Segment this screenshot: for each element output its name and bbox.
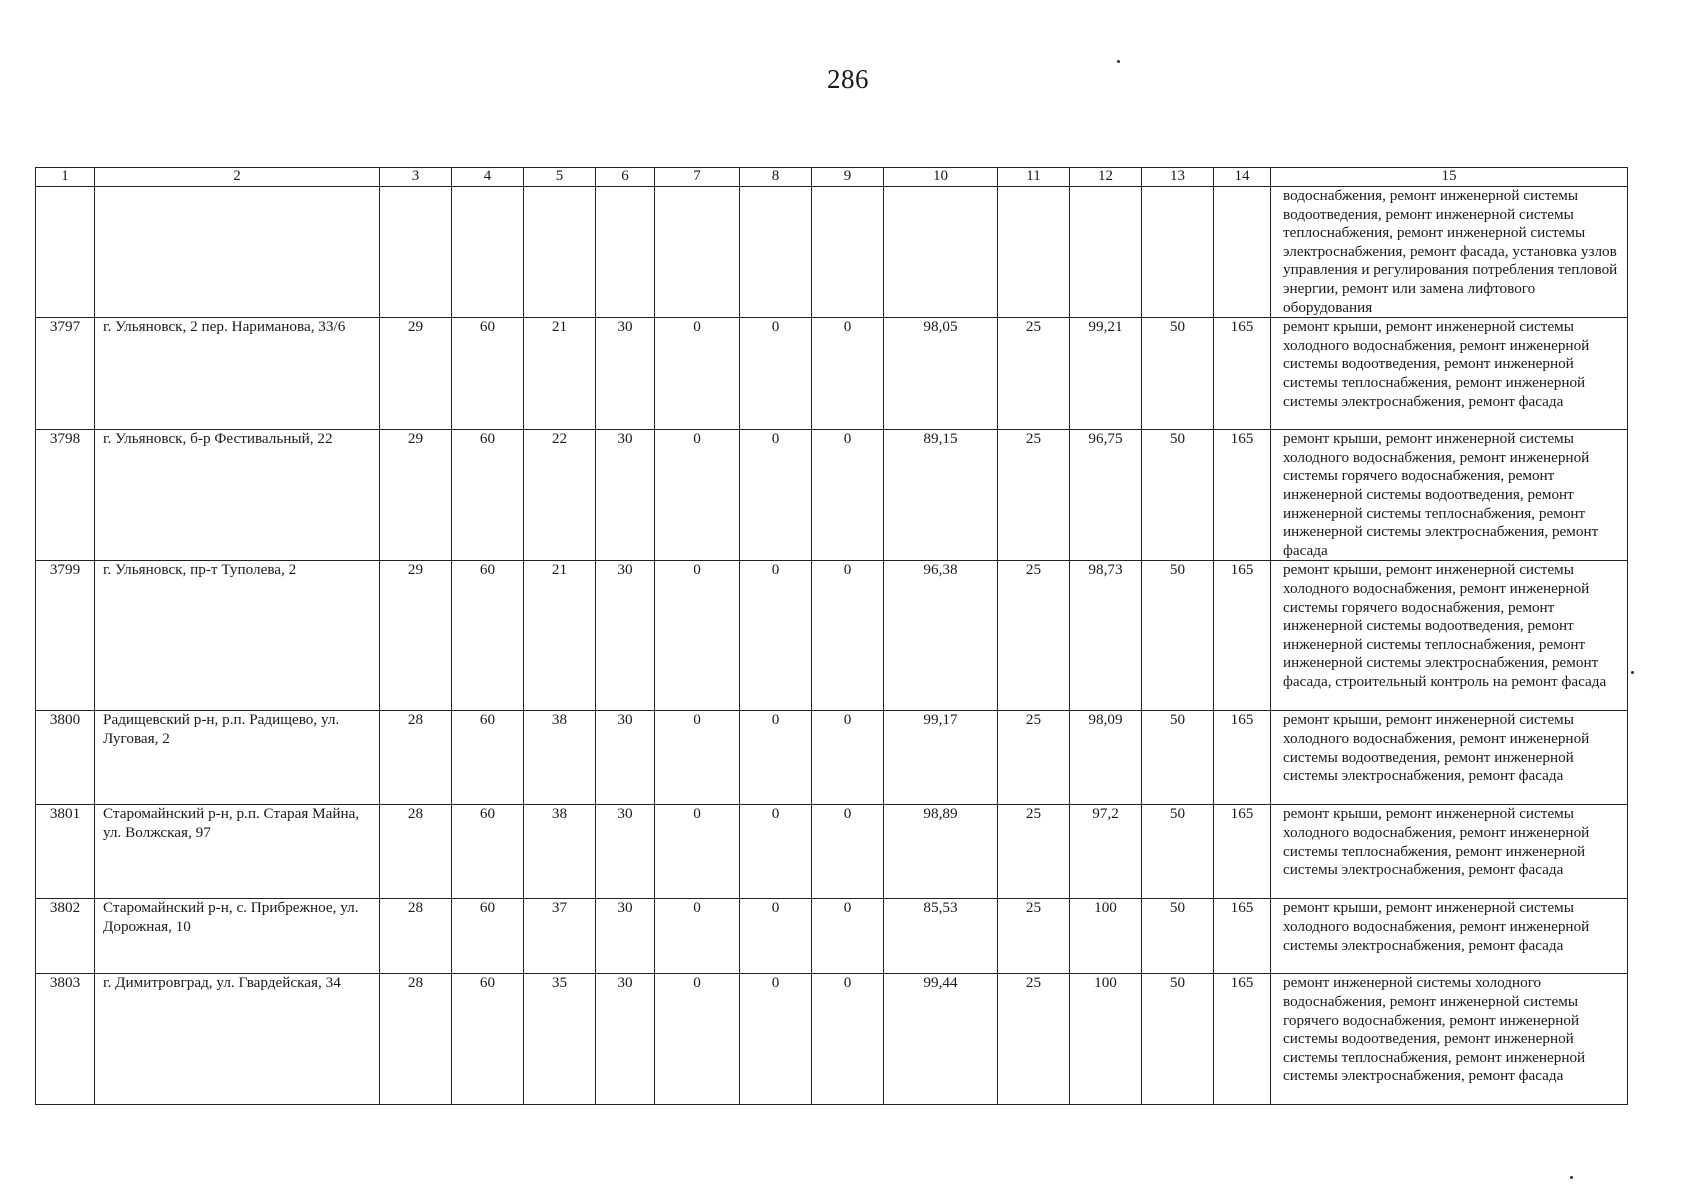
row-value: 25 (998, 974, 1070, 1105)
row-value: 0 (740, 318, 812, 430)
row-value: 0 (655, 899, 740, 974)
row-value: 0 (655, 561, 740, 711)
row-id (36, 187, 95, 318)
row-value: 50 (1142, 430, 1214, 561)
row-value (452, 187, 524, 318)
row-works: ремонт крыши, ремонт инженерной системы холодного водоснабжения, ремонт инженерной системы горячего водоснабжения, ремонт инженерной системы водоотведения, ремонт инженерной системы теплоснабжения, ремонт инженерной системы электроснабжения, ремонт фасада, строительный контроль на ремонт фасада (1271, 561, 1628, 711)
column-header: 14 (1214, 168, 1271, 187)
row-value (596, 187, 655, 318)
row-value: 29 (380, 430, 452, 561)
row-value: 97,2 (1070, 805, 1142, 899)
column-header: 4 (452, 168, 524, 187)
row-value: 50 (1142, 805, 1214, 899)
header-row (36, 168, 1628, 187)
row-value: 38 (524, 805, 596, 899)
row-value (998, 187, 1070, 318)
row-value: 50 (1142, 711, 1214, 805)
scan-speck (1117, 60, 1120, 63)
row-id: 3802 (36, 899, 95, 974)
row-value: 85,53 (884, 899, 998, 974)
row-value: 35 (524, 974, 596, 1105)
row-value: 25 (998, 711, 1070, 805)
row-value: 99,17 (884, 711, 998, 805)
row-value (1214, 187, 1271, 318)
column-header: 12 (1070, 168, 1142, 187)
row-value: 25 (998, 430, 1070, 561)
table-row (36, 430, 1628, 561)
column-header: 8 (740, 168, 812, 187)
row-value: 60 (452, 899, 524, 974)
table-row (36, 805, 1628, 899)
row-value: 96,75 (1070, 430, 1142, 561)
row-works: ремонт крыши, ремонт инженерной системы холодного водоснабжения, ремонт инженерной системы теплоснабжения, ремонт инженерной системы электроснабжения, ремонт фасада (1271, 805, 1628, 899)
row-value: 28 (380, 899, 452, 974)
row-value: 165 (1214, 430, 1271, 561)
row-value: 0 (655, 974, 740, 1105)
row-works: ремонт крыши, ремонт инженерной системы холодного водоснабжения, ремонт инженерной системы водоотведения, ремонт инженерной системы теплоснабжения, ремонт инженерной системы электроснабжения, ремонт фасада (1271, 318, 1628, 430)
row-value: 30 (596, 318, 655, 430)
row-value: 21 (524, 318, 596, 430)
row-value: 99,21 (1070, 318, 1142, 430)
row-value: 29 (380, 318, 452, 430)
row-id: 3803 (36, 974, 95, 1105)
column-header: 9 (812, 168, 884, 187)
row-works: ремонт крыши, ремонт инженерной системы холодного водоснабжения, ремонт инженерной системы электроснабжения, ремонт фасада (1271, 899, 1628, 974)
column-header: 10 (884, 168, 998, 187)
row-value (380, 187, 452, 318)
row-id: 3799 (36, 561, 95, 711)
row-value: 100 (1070, 899, 1142, 974)
table-row (36, 899, 1628, 974)
row-value: 28 (380, 805, 452, 899)
row-value: 165 (1214, 318, 1271, 430)
row-value: 29 (380, 561, 452, 711)
row-value: 60 (452, 805, 524, 899)
table-row (36, 318, 1628, 430)
row-value: 165 (1214, 974, 1271, 1105)
row-value (1070, 187, 1142, 318)
row-value: 60 (452, 974, 524, 1105)
table-row (36, 974, 1628, 1105)
row-address: г. Димитровград, ул. Гвардейская, 34 (95, 974, 380, 1105)
row-value: 165 (1214, 711, 1271, 805)
row-address (95, 187, 380, 318)
row-address: г. Ульяновск, 2 пер. Нариманова, 33/6 (95, 318, 380, 430)
table-row (36, 561, 1628, 711)
row-value: 30 (596, 805, 655, 899)
column-header: 2 (95, 168, 380, 187)
row-value: 22 (524, 430, 596, 561)
row-works: водоснабжения, ремонт инженерной системы водоотведения, ремонт инженерной системы теплоснабжения, ремонт инженерной системы электроснабжения, ремонт фасада, установка узлов управления и регулирования потребления тепловой энергии, ремонт или замена лифтового оборудования (1271, 187, 1628, 318)
row-value: 165 (1214, 561, 1271, 711)
row-value: 50 (1142, 561, 1214, 711)
row-value: 0 (812, 561, 884, 711)
row-value: 98,09 (1070, 711, 1142, 805)
row-value (884, 187, 998, 318)
row-works: ремонт крыши, ремонт инженерной системы холодного водоснабжения, ремонт инженерной системы горячего водоснабжения, ремонт инженерной системы водоотведения, ремонт инженерной системы теплоснабжения, ремонт инженерной системы электроснабжения, ремонт фасада (1271, 430, 1628, 561)
row-value: 98,73 (1070, 561, 1142, 711)
page-number: 286 (827, 64, 869, 94)
row-value: 0 (812, 318, 884, 430)
row-value: 37 (524, 899, 596, 974)
column-header: 11 (998, 168, 1070, 187)
scan-speck (1570, 1176, 1573, 1179)
column-header: 15 (1271, 168, 1628, 187)
row-value: 28 (380, 974, 452, 1105)
column-header: 1 (36, 168, 95, 187)
row-value (524, 187, 596, 318)
row-value: 0 (812, 974, 884, 1105)
row-value: 60 (452, 561, 524, 711)
row-value: 25 (998, 805, 1070, 899)
row-value (740, 187, 812, 318)
row-value: 25 (998, 561, 1070, 711)
row-value: 60 (452, 430, 524, 561)
row-value (655, 187, 740, 318)
row-value: 89,15 (884, 430, 998, 561)
row-address: Старомайнский р-н, р.п. Старая Майна, ул. Волжская, 97 (95, 805, 380, 899)
row-address: г. Ульяновск, пр-т Туполева, 2 (95, 561, 380, 711)
table-row (36, 711, 1628, 805)
scan-speck (1631, 671, 1634, 674)
row-address: г. Ульяновск, б-р Фестивальный, 22 (95, 430, 380, 561)
row-value: 0 (655, 805, 740, 899)
column-header: 7 (655, 168, 740, 187)
row-value: 21 (524, 561, 596, 711)
row-value: 0 (655, 430, 740, 561)
row-value: 30 (596, 430, 655, 561)
row-id: 3798 (36, 430, 95, 561)
row-value: 0 (740, 711, 812, 805)
row-id: 3800 (36, 711, 95, 805)
row-value: 0 (655, 318, 740, 430)
row-value: 30 (596, 899, 655, 974)
row-value: 165 (1214, 805, 1271, 899)
row-value: 0 (740, 974, 812, 1105)
row-value: 38 (524, 711, 596, 805)
column-header: 6 (596, 168, 655, 187)
row-value: 0 (740, 430, 812, 561)
column-header: 5 (524, 168, 596, 187)
row-value: 0 (740, 561, 812, 711)
row-value: 0 (812, 711, 884, 805)
row-value: 98,89 (884, 805, 998, 899)
row-value (1142, 187, 1214, 318)
repair-register-table (35, 167, 1628, 1105)
row-value: 0 (740, 805, 812, 899)
row-address: Радищевский р-н, р.п. Радищево, ул. Луговая, 2 (95, 711, 380, 805)
row-value: 28 (380, 711, 452, 805)
row-value: 30 (596, 561, 655, 711)
row-value: 50 (1142, 899, 1214, 974)
row-address: Старомайнский р-н, с. Прибрежное, ул. Дорожная, 10 (95, 899, 380, 974)
row-value (812, 187, 884, 318)
column-header: 13 (1142, 168, 1214, 187)
row-value: 0 (812, 805, 884, 899)
row-value: 50 (1142, 974, 1214, 1105)
row-value: 30 (596, 974, 655, 1105)
row-value: 100 (1070, 974, 1142, 1105)
row-value: 0 (812, 430, 884, 561)
row-value: 98,05 (884, 318, 998, 430)
column-header: 3 (380, 168, 452, 187)
row-value: 0 (740, 899, 812, 974)
row-value: 165 (1214, 899, 1271, 974)
row-id: 3801 (36, 805, 95, 899)
row-value: 0 (655, 711, 740, 805)
row-works: ремонт инженерной системы холодного водоснабжения, ремонт инженерной системы горячего водоснабжения, ремонт инженерной системы водоотведения, ремонт инженерной системы теплоснабжения, ремонт инженерной системы электроснабжения, ремонт фасада (1271, 974, 1628, 1105)
row-value: 25 (998, 899, 1070, 974)
row-value: 60 (452, 318, 524, 430)
row-value: 96,38 (884, 561, 998, 711)
row-value: 25 (998, 318, 1070, 430)
row-value: 99,44 (884, 974, 998, 1105)
row-id: 3797 (36, 318, 95, 430)
row-works: ремонт крыши, ремонт инженерной системы холодного водоснабжения, ремонт инженерной системы водоотведения, ремонт инженерной системы электроснабжения, ремонт фасада (1271, 711, 1628, 805)
row-value: 60 (452, 711, 524, 805)
row-value: 30 (596, 711, 655, 805)
table-row (36, 187, 1628, 318)
row-value: 50 (1142, 318, 1214, 430)
row-value: 0 (812, 899, 884, 974)
